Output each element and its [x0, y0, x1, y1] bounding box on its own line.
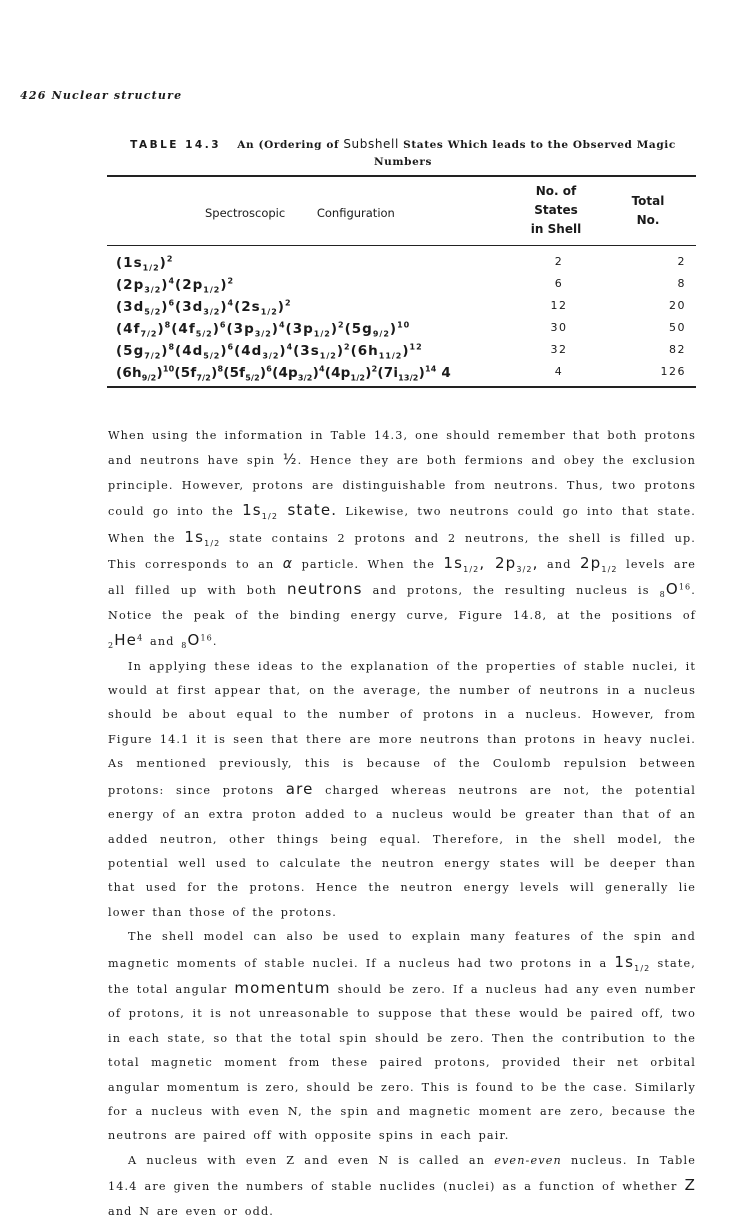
col-header-states-line2: States [534, 203, 578, 217]
caption-text-post: States Which leads to the Observed Magic Numbers [373, 139, 676, 168]
states-cell: 6 [554, 277, 564, 290]
table-label: TABLE 14.3 [130, 139, 222, 151]
table-caption [108, 136, 698, 171]
paragraph: The shell model can also be used to explain many features of the spin and magnetic moments of stable nuclei. If a nucleus had two protons in a $1s_{1/2}$ state, the total angular momentum should be zero. If a nucleus had any even number of protons, it is not unreasonable to suppose that these would be paired off, two in each state, so that the total spin should be zero. Then the contribution to the total magnetic moment from these paired protons, provided their net orbital angular momentum is zero, should be zero. This is found to be the case. Similarly for a nucleus with even N, the spin and magnetic moment are zero, because the neutrons are paired off with opposite spins in each pair. [108, 930, 696, 1143]
paragraph: A nucleus with even Z and even N is called an even-even nucleus. In Table 14.4 are given the numbers of stable nuclides (nuclei) as a function of whether Z and N are even or odd. [108, 1153, 696, 1218]
total-cell: 8 [677, 277, 686, 290]
body-text [108, 424, 696, 1224]
table-row [116, 340, 686, 362]
total-cell: 82 [669, 343, 686, 356]
total-cell: 20 [669, 299, 686, 312]
col-header-states-line3: in Shell [530, 222, 582, 236]
col-header-total-line1: Total [631, 194, 665, 208]
config-cell: $(2p_{3/2})^4(2p_{1/2})^2$ [116, 276, 235, 295]
config-cell: $(5g_{7/2})^8(4d_{5/2})^6(4d_{3/2})^4(3s_{1/2})^2(6h_{11/2})^{12}$ [116, 342, 423, 361]
table-rule-mid [107, 245, 696, 246]
total-cell: 126 [660, 365, 686, 378]
table-row [116, 296, 686, 318]
config-cell: $(1s_{1/2})^2$ [116, 254, 174, 273]
table-rule-top [107, 175, 696, 177]
col-header-states-line1: No. of [535, 184, 577, 198]
states-cell: 12 [550, 299, 568, 312]
config-cell: $(6h_{9/2})^{10}(5f_{7/2})^8(5f_{5/2})^6(4p_{3/2})^4(4p_{1/2})^2(7i_{13/2})^{14}$ 4 [116, 364, 451, 383]
states-cell: 4 [554, 365, 564, 378]
states-cell: 2 [554, 255, 564, 268]
col-header-total-line2: No. [636, 213, 660, 227]
col-header-spectroscopic-label: Spectroscopic [205, 206, 286, 220]
paragraph: When using the information in Table 14.3, one should remember that both protons and neutrons have spin ½. Hence they are both fermions and obey the exclusion principle. However, protons are distinguishable from neutrons. Thus, two protons could go into the $1s_{1/2}$ state. Likewise, two neutrons could go into that state. When the $1s_{1/2}$ state contains 2 protons and 2 neutrons, the shell is filled up. This corresponds to an α particle. When the $1s_{1/2}$, $2p_{3/2}$, and $2p_{1/2}$ levels are all filled up with both neutrons and protons, the resulting nucleus is $_8O^{16}$. Notice the peak of the binding energy curve, Figure 14.8, at the positions of $_2He^4$ and $_8O^{16}$. [108, 429, 697, 651]
table-body [116, 252, 686, 384]
table-row [116, 252, 686, 274]
col-header-total [618, 192, 678, 230]
caption-text-pre: An (Ordering of [237, 139, 344, 151]
states-cell: 30 [550, 321, 568, 334]
config-cell: $(3d_{5/2})^6(3d_{3/2})^4(2s_{1/2})^2$ [116, 298, 292, 317]
total-cell: 2 [677, 255, 686, 268]
table-row [116, 318, 686, 340]
config-cell: $(4f_{7/2})^8(4f_{5/2})^6(3p_{3/2})^4(3p_{1/2})^2(5g_{9/2})^{10}$ [116, 320, 411, 339]
table-rule-bottom [107, 386, 696, 388]
table-row [116, 274, 686, 296]
states-cell: 32 [550, 343, 568, 356]
running-head: 426 Nuclear structure [20, 89, 183, 102]
col-header-configuration-label: Configuration [316, 206, 395, 220]
paragraph: In applying these ideas to the explanation of the properties of stable nuclei, it would at first appear that, on the average, the number of neutrons in a nucleus should be about equal to the number of protons in a nucleus. However, from Figure 14.1 it is seen that there are more neutrons than protons in heavy nuclei. As mentioned previously, this is because of the Coulomb repulsion between protons: since protons are charged whereas neutrons are not, the potential energy of an extra proton added to a nucleus would be greater than that of an added neutron, other things being equal. Therefore, in the shell model, the potential well used to calculate the neutron energy states will be deeper than that used for the protons. Hence the neutron energy levels will generally lie lower than those of the protons. [108, 659, 696, 919]
col-header-states [515, 182, 597, 239]
total-cell: 50 [669, 321, 686, 334]
table-row [116, 362, 686, 384]
col-header-spectroscopic [205, 204, 395, 223]
caption-text-emph: Subshell [343, 137, 399, 151]
